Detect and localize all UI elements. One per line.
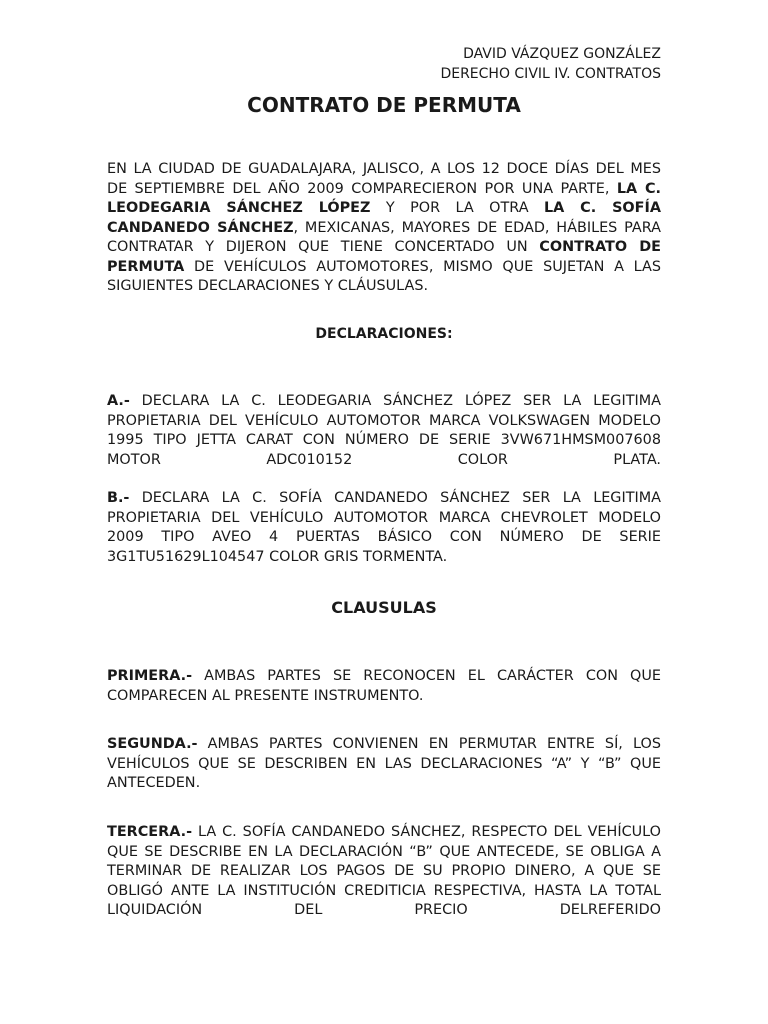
intro-text: DE VEHÍCULOS AUTOMOTORES, MISMO QUE SUJETAN A LAS SIGUIENTES DECLARACIONES Y CLÁUSULAS. — [107, 258, 661, 294]
clausula-label: PRIMERA.- — [107, 668, 193, 684]
declaracion-b — [107, 489, 661, 567]
author-name: DAVID VÁZQUEZ GONZÁLEZ — [463, 46, 661, 62]
document-title: CONTRATO DE PERMUTA — [247, 93, 521, 117]
clausula-label: TERCERA.- — [107, 824, 193, 840]
declaracion-label: A.- — [107, 393, 130, 409]
declaracion-text: DECLARA LA C. SOFÍA CANDANEDO SÁNCHEZ SER LA LEGITIMA PROPIETARIA DEL VEHÍCULO AUTOMOTOR MARCA CHEVROLET MODELO 2009 TIPO AVEO 4 PUERTAS BÁSICO CON NÚMERO DE SERIE 3G1TU51629L104547 COLOR GRIS TORMENTA. — [107, 490, 661, 565]
intro-text: Y POR LA OTRA — [370, 200, 544, 216]
declaraciones-heading: DECLARACIONES: — [315, 326, 453, 342]
course-name: DERECHO CIVIL IV. CONTRATOS — [440, 66, 661, 82]
clausula-primera — [107, 667, 661, 706]
clausula-segunda — [107, 735, 661, 794]
document-header — [440, 44, 661, 84]
declaracion-label: B.- — [107, 490, 130, 506]
clausula-text: LA C. SOFÍA CANDANEDO SÁNCHEZ, RESPECTO DEL VEHÍCULO QUE SE DESCRIBE EN LA DECLARACIÓN “B” QUE ANTECEDE, SE OBLIGA A TERMINAR DE REALIZAR LOS PAGOS DE SU PROPIO DINERO, A QUE SE OBLIGÓ ANTE LA INSTITUCIÓN CREDITICIA RESPECTIVA, HASTA LA TOTAL LIQUIDACIÓN DEL PRECIO DELREFERIDO — [107, 824, 661, 918]
clausulas-heading: CLAUSULAS — [331, 598, 437, 617]
clausula-tercera — [107, 823, 661, 921]
declaracion-text: DECLARA LA C. LEODEGARIA SÁNCHEZ LÓPEZ SER LA LEGITIMA PROPIETARIA DEL VEHÍCULO AUTOMOTOR MARCA VOLKSWAGEN MODELO 1995 TIPO JETTA CARAT CON NÚMERO DE SERIE 3VW671HMSM007608 MOTOR ADC010152 COLOR PLATA. — [107, 393, 661, 468]
clausula-text: AMBAS PARTES CONVIENEN EN PERMUTAR ENTRE SÍ, LOS VEHÍCULOS QUE SE DESCRIBEN EN LAS DECLARACIONES “A” Y “B” QUE ANTECEDEN. — [107, 736, 661, 791]
intro-paragraph — [107, 160, 661, 297]
clausula-text: AMBAS PARTES SE RECONOCEN EL CARÁCTER CON QUE COMPARECEN AL PRESENTE INSTRUMENTO. — [107, 668, 661, 704]
party-one-name: LA C. LEODEGARIA SÁNCHEZ LÓPEZ — [107, 180, 661, 216]
party-two-name: LA C. SOFÍA CANDANEDO SÁNCHEZ — [107, 200, 661, 236]
clausula-label: SEGUNDA.- — [107, 736, 198, 752]
declaracion-a — [107, 392, 661, 470]
intro-text: EN LA CIUDAD DE GUADALAJARA, JALISCO, A LOS 12 DOCE DÍAS DEL MES DE SEPTIEMBRE DEL AÑO 2009 COMPARECIERON POR UNA PARTE, — [107, 161, 661, 197]
contract-type: CONTRATO DE PERMUTA — [107, 239, 661, 275]
intro-text: , MEXICANAS, MAYORES DE EDAD, HÁBILES PARA CONTRATAR Y DIJERON QUE TIENE CONCERTADO UN — [107, 219, 661, 255]
